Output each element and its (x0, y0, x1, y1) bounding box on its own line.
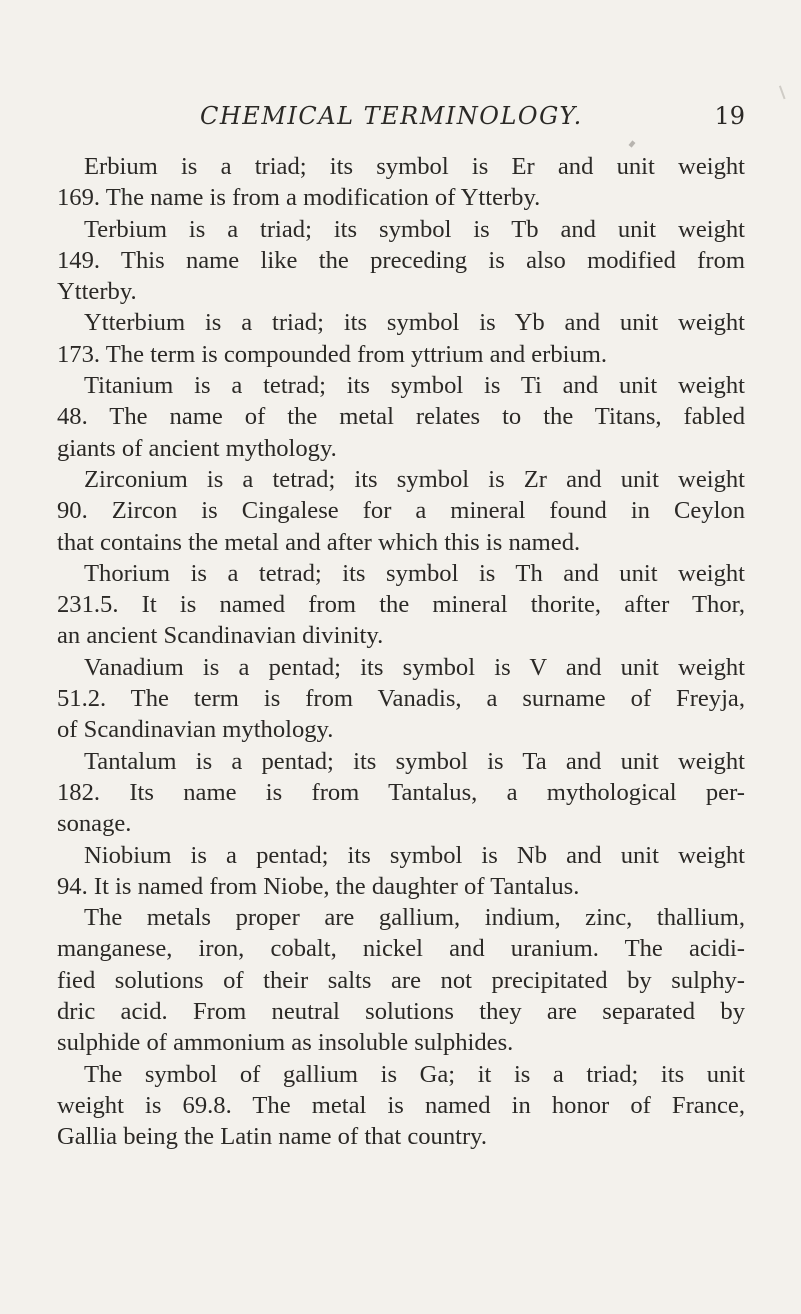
text-line: 149. This name like the preceding is also modified from (57, 246, 745, 274)
text-line: 173. The term is compounded from yttrium and erbium. (57, 340, 608, 368)
text-line: dric acid. From neutral solutions they are separated by (57, 998, 745, 1026)
text-line: 51.2. The term is from Vanadis, a surname of Freyja, (57, 685, 745, 713)
running-head (200, 102, 745, 142)
text-line: of Scandinavian mythology. (57, 716, 334, 744)
text-line: 182. Its name is from Tantalus, a mythological per- (57, 778, 745, 806)
text-line: The metals proper are gallium, indium, zinc, thallium, (84, 904, 745, 932)
text-line: that contains the metal and after which this is named. (57, 528, 581, 556)
text-line: weight is 69.8. The metal is named in honor of France, (57, 1091, 745, 1119)
running-title: CHEMICAL TERMINOLOGY. (200, 102, 583, 130)
text-line: fied solutions of their salts are not precipitated by sulphy- (57, 966, 745, 994)
text-line: The symbol of gallium is Ga; it is a triad; its unit (84, 1060, 745, 1088)
text-line: an ancient Scandinavian divinity. (57, 622, 384, 650)
text-line: Titanium is a tetrad; its symbol is Ti and unit weight (84, 372, 745, 400)
text-line: Tantalum is a pentad; its symbol is Ta and unit weight (84, 747, 745, 775)
text-line: 48. The name of the metal relates to the Titans, fabled (57, 403, 745, 431)
text-line: Terbium is a triad; its symbol is Tb and unit weight (84, 215, 745, 243)
text-line: 231.5. It is named from the mineral thorite, after Thor, (57, 591, 745, 619)
text-line: 169. The name is from a modification of Ytterby. (57, 184, 541, 212)
text-line: giants of ancient mythology. (57, 434, 337, 462)
text-line: Erbium is a triad; its symbol is Er and unit weight (84, 153, 745, 180)
text-line: sulphide of ammonium as insoluble sulphides. (57, 1029, 514, 1057)
text-line: Vanadium is a pentad; its symbol is V and unit weight (84, 653, 745, 681)
page-corner-mark (779, 83, 793, 100)
text-line: Ytterbium is a triad; its symbol is Yb and unit weight (84, 309, 745, 337)
body-text (57, 151, 745, 1153)
text-line: manganese, iron, cobalt, nickel and uranium. The acidi- (57, 935, 745, 963)
text-line: Gallia being the Latin name of that country. (57, 1123, 488, 1151)
text-line: Zirconium is a tetrad; its symbol is Zr and unit weight (84, 465, 745, 493)
text-line: Thorium is a tetrad; its symbol is Th and unit weight (84, 559, 745, 587)
page-number: 19 (714, 102, 745, 130)
text-line: Niobium is a pentad; its symbol is Nb and unit weight (84, 841, 745, 869)
text-line: sonage. (57, 810, 132, 838)
text-line: 90. Zircon is Cingalese for a mineral found in Ceylon (57, 497, 745, 525)
text-line: 94. It is named from Niobe, the daughter of Tantalus. (57, 872, 580, 900)
text-line: Ytterby. (57, 278, 137, 306)
